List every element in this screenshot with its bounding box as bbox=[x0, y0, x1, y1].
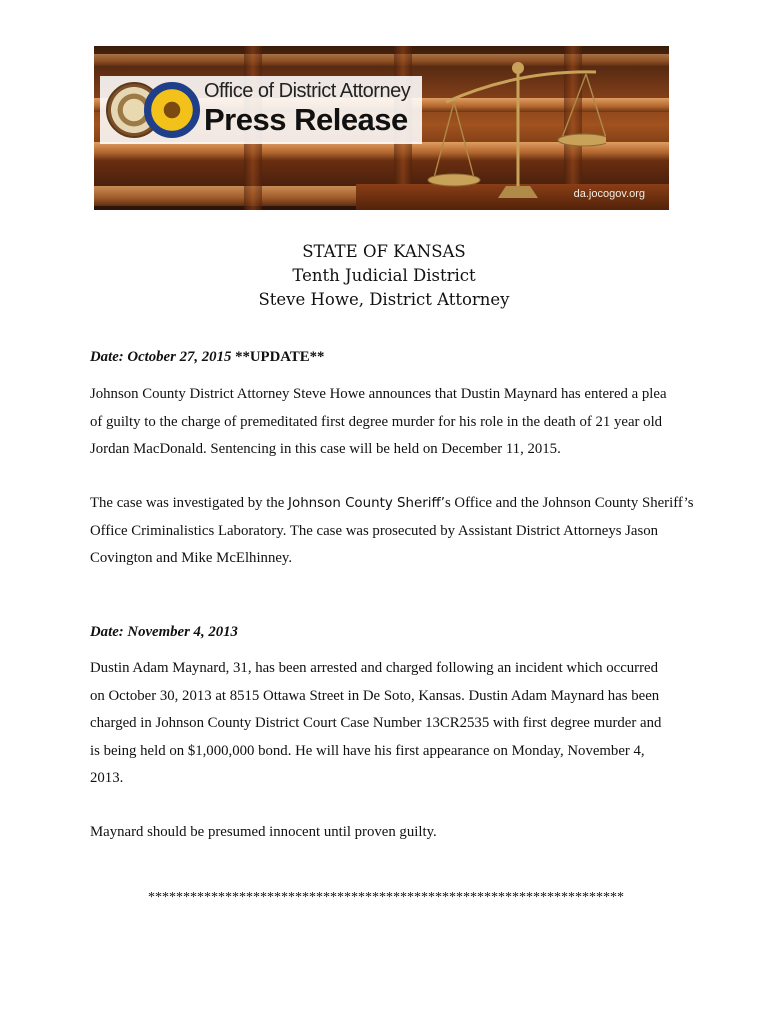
update-paragraph-2 bbox=[90, 490, 694, 573]
johnson-county-seal-icon bbox=[144, 82, 200, 138]
update-date-line bbox=[90, 349, 324, 366]
website-url: da.jocogov.org bbox=[573, 188, 645, 200]
heading-state: STATE OF KANSAS bbox=[302, 242, 466, 261]
separator-stars: ******************************************************************** bbox=[148, 890, 624, 905]
text-span: s Office and the Johnson County Sheriff’s bbox=[444, 495, 694, 511]
update-paragraph-1 bbox=[90, 381, 690, 464]
paragraph-line: is being held on $1,000,000 bond. He will have his first appearance on Monday, November 4, bbox=[90, 742, 645, 759]
heading-attorney: Steve Howe, District Attorney bbox=[258, 290, 510, 309]
scales-of-justice-icon bbox=[426, 50, 606, 206]
paragraph-line: Johnson County District Attorney Steve Howe announces that Dustin Maynard has entered a plea bbox=[90, 386, 667, 402]
paragraph-line: Maynard should be presumed innocent until proven guilty. bbox=[90, 824, 437, 840]
update-tag: **UPDATE** bbox=[235, 349, 325, 365]
original-paragraph-1 bbox=[90, 655, 690, 793]
paragraph-line bbox=[90, 490, 694, 518]
paragraph-line: Dustin Adam Maynard, 31, has been arrested and charged following an incident which occurred bbox=[90, 660, 658, 676]
paragraph-line: of guilty to the charge of premeditated first degree murder for his role in the death of 21 year old bbox=[90, 413, 663, 430]
paragraph-line: Office Criminalistics Laboratory. The case was prosecuted by Assistant District Attorneys Jason bbox=[90, 522, 659, 539]
text-span: Johnson County Sheriff’ bbox=[288, 496, 445, 511]
press-release-banner bbox=[94, 46, 669, 210]
paragraph-line: charged in Johnson County District Court Case Number 13CR2535 with first degree murder and bbox=[90, 715, 662, 731]
text-span: The case was investigated by the bbox=[90, 495, 289, 511]
original-paragraph-2 bbox=[90, 819, 690, 847]
office-title: Office of District Attorney bbox=[204, 80, 411, 102]
paragraph-line: Jordan MacDonald. Sentencing in this case will be held on December 11, 2015. bbox=[90, 441, 561, 457]
paragraph-line: Covington and Mike McElhinney. bbox=[90, 550, 293, 566]
paragraph-line: on October 30, 2013 at 8515 Ottawa Street in De Soto, Kansas. Dustin Adam Maynard has been bbox=[90, 687, 660, 704]
press-release-title: Press Release bbox=[204, 102, 408, 137]
document-heading bbox=[0, 240, 768, 312]
heading-district: Tenth Judicial District bbox=[292, 266, 476, 285]
original-date: Date: November 4, 2013 bbox=[90, 624, 238, 640]
original-date-line bbox=[90, 624, 238, 641]
banner-title-box bbox=[100, 76, 422, 144]
update-date: Date: October 27, 2015 bbox=[90, 349, 232, 365]
paragraph-line: 2013. bbox=[90, 770, 124, 786]
